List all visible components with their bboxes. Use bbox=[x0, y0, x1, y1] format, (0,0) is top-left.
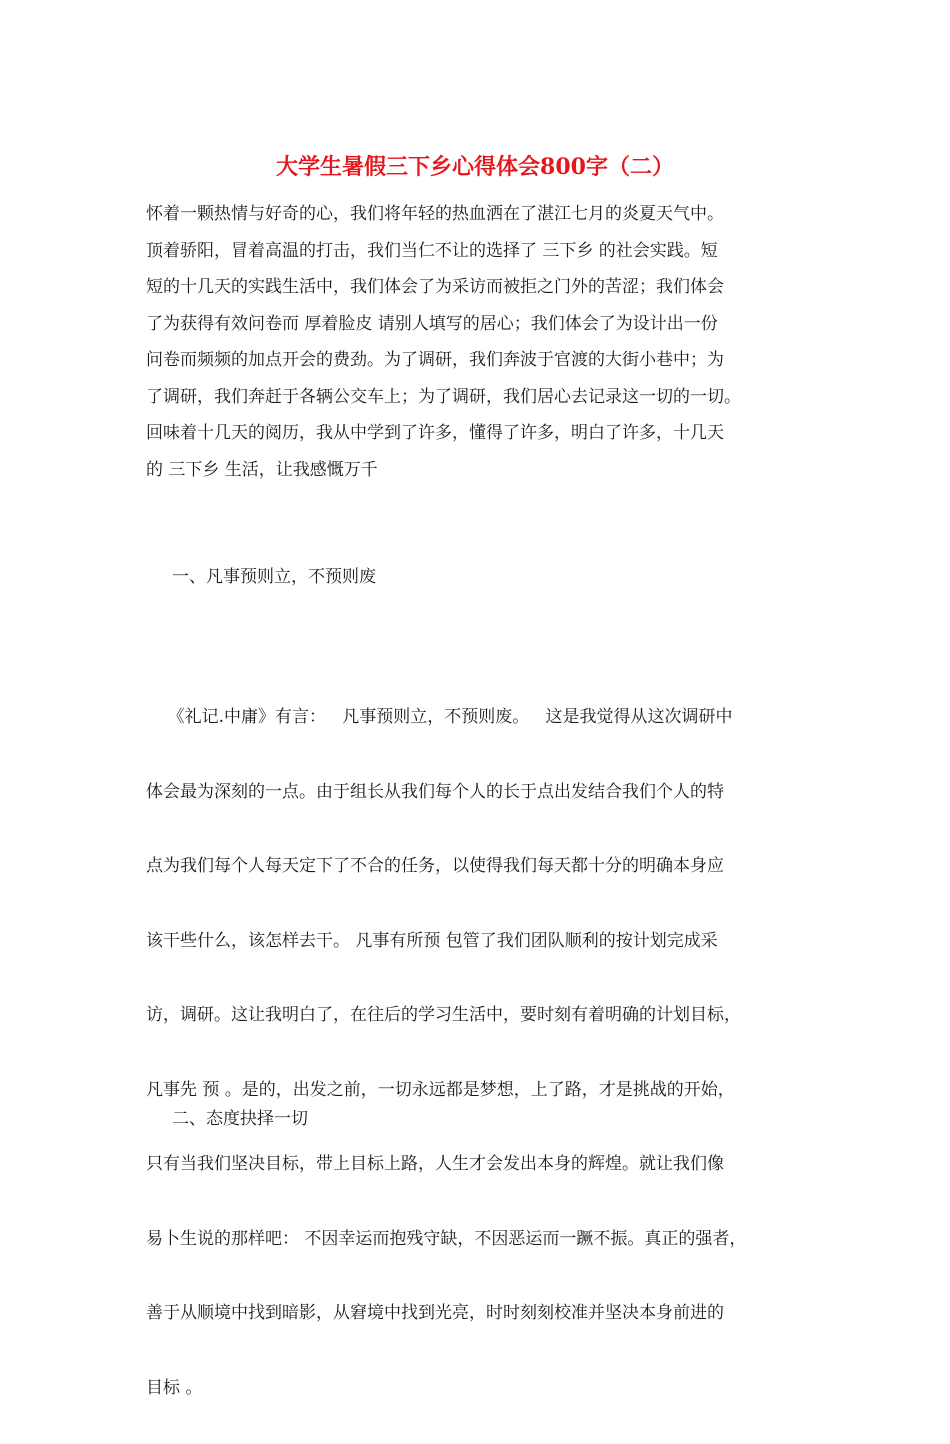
document-title: 大学生暑假三下乡心得体会800字（二） bbox=[276, 154, 674, 180]
paragraph-line: 只有当我们坚决目标，带上目标上路，人生才会发出本身的辉煌。就让我们像 bbox=[146, 1154, 724, 1174]
paragraph-line: 短的十几天的实践生活中，我们体会了为采访而被拒之门外的苦涩；我们体会 bbox=[146, 277, 724, 297]
paragraph-line: 点为我们每个人每天定下了不合的任务，以使得我们每天都十分的明确本身应 bbox=[146, 856, 724, 876]
paragraph-line: 凡事先 预 。是的，出发之前，一切永远都是梦想，上了路，才是挑战的开始， bbox=[146, 1079, 735, 1100]
paragraph-line: 的 三下乡 生活，让我感慨万千 bbox=[146, 459, 378, 480]
paragraph-line: 回味着十几天的阅历，我从中学到了许多，懂得了许多，明白了许多，十几天 bbox=[146, 423, 724, 443]
paragraph-line: 善于从顺境中找到暗影，从窘境中找到光亮，时时刻刻校准并坚决本身前进的 bbox=[146, 1303, 724, 1323]
paragraph-line: 该干些什么，该怎样去干。 凡事有所预 包管了我们团队顺利的按计划完成采 bbox=[146, 930, 718, 951]
paragraph-line: 顶着骄阳，冒着高温的打击，我们当仁不让的选择了 三下乡 的社会实践。短 bbox=[146, 240, 718, 261]
paragraph-line: 体会最为深刻的一点。由于组长从我们每个人的长于点出发结合我们个人的特 bbox=[146, 781, 724, 802]
paragraph-line: 了为获得有效问卷而 厚着脸皮 请别人填写的居心；我们体会了为设计出一份 bbox=[146, 313, 718, 334]
section-heading-1: 一、凡事预则立，不预则废 bbox=[172, 567, 376, 587]
paragraph-line: 了调研，我们奔赶于各辆公交车上；为了调研，我们居心去记录这一切的一切。 bbox=[146, 386, 741, 407]
paragraph-line: 问卷而频频的加点开会的费劲。为了调研，我们奔波于官渡的大街小巷中；为 bbox=[146, 350, 724, 370]
paragraph-line: 访，调研。这让我明白了，在往后的学习生活中，要时刻有着明确的计划目标， bbox=[146, 1005, 741, 1025]
section-heading-2: 二、态度抉择一切 bbox=[172, 1109, 308, 1129]
paragraph-line: 怀着一颗热情与好奇的心，我们将年轻的热血洒在了湛江七月的炎夏天气中。 bbox=[146, 204, 724, 224]
intro-paragraph bbox=[146, 196, 836, 488]
section1-paragraph bbox=[146, 661, 836, 1444]
paragraph-line: 《礼记.中庸》有言： 凡事预则立，不预则废。 这是我觉得从这次调研中 bbox=[146, 707, 733, 727]
paragraph-line: 目标 。 bbox=[146, 1377, 203, 1398]
paragraph-line: 易卜生说的那样吧： 不因幸运而抱残守缺，不因恶运而一蹶不振。真正的强者， bbox=[146, 1228, 747, 1249]
